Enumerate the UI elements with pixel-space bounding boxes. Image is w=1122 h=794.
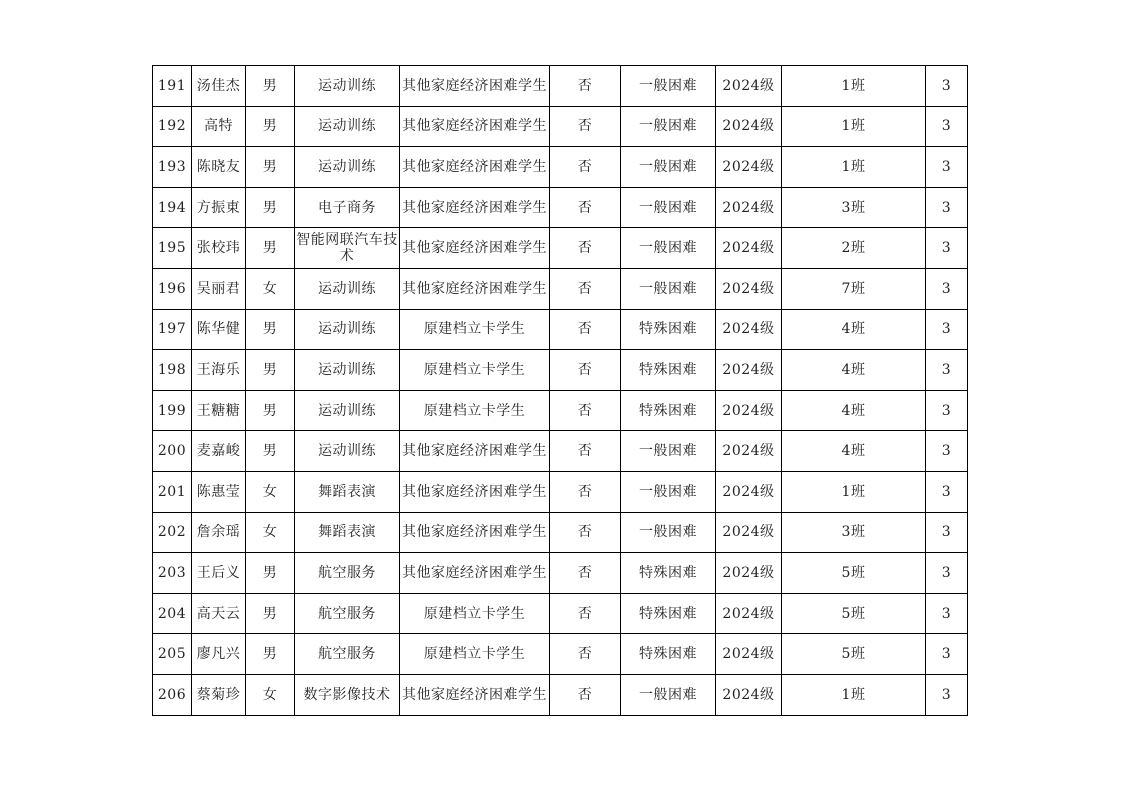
years-cell: 3 (926, 512, 968, 553)
flag-cell: 否 (550, 674, 621, 715)
difficulty-level-cell: 一般困难 (621, 268, 716, 309)
row-number-cell: 199 (153, 390, 192, 431)
years-cell: 3 (926, 674, 968, 715)
class-cell: 5班 (782, 553, 926, 594)
class-cell: 1班 (782, 147, 926, 188)
difficulty-level-cell: 一般困难 (621, 512, 716, 553)
table-row (153, 390, 968, 431)
years-cell: 3 (926, 431, 968, 472)
grade-cell: 2024级 (716, 66, 782, 107)
gender-cell: 男 (246, 593, 295, 634)
class-cell: 7班 (782, 268, 926, 309)
gender-cell: 男 (246, 350, 295, 391)
major-cell: 运动训练 (295, 106, 400, 147)
table-row (153, 228, 968, 269)
class-cell: 1班 (782, 471, 926, 512)
table-row (153, 350, 968, 391)
table-row (153, 268, 968, 309)
flag-cell: 否 (550, 553, 621, 594)
flag-cell: 否 (550, 390, 621, 431)
years-cell: 3 (926, 268, 968, 309)
grade-cell: 2024级 (716, 147, 782, 188)
student-name-cell: 陈晓友 (192, 147, 246, 188)
student-type-cell: 其他家庭经济困难学生 (400, 66, 550, 107)
student-type-cell: 其他家庭经济困难学生 (400, 431, 550, 472)
class-cell: 1班 (782, 66, 926, 107)
class-cell: 5班 (782, 593, 926, 634)
years-cell: 3 (926, 350, 968, 391)
student-type-cell: 其他家庭经济困难学生 (400, 187, 550, 228)
student-name-cell: 麦嘉峻 (192, 431, 246, 472)
difficulty-level-cell: 特殊困难 (621, 553, 716, 594)
student-aid-table (152, 65, 968, 716)
years-cell: 3 (926, 553, 968, 594)
table-row (153, 106, 968, 147)
flag-cell: 否 (550, 634, 621, 675)
grade-cell: 2024级 (716, 187, 782, 228)
class-cell: 2班 (782, 228, 926, 269)
gender-cell: 女 (246, 471, 295, 512)
table-row (153, 512, 968, 553)
grade-cell: 2024级 (716, 553, 782, 594)
row-number-cell: 192 (153, 106, 192, 147)
difficulty-level-cell: 特殊困难 (621, 309, 716, 350)
table-row (153, 674, 968, 715)
table-row (153, 147, 968, 188)
gender-cell: 男 (246, 187, 295, 228)
row-number-cell: 196 (153, 268, 192, 309)
gender-cell: 男 (246, 634, 295, 675)
major-cell: 舞蹈表演 (295, 512, 400, 553)
class-cell: 3班 (782, 512, 926, 553)
student-name-cell: 张校玮 (192, 228, 246, 269)
row-number-cell: 202 (153, 512, 192, 553)
row-number-cell: 194 (153, 187, 192, 228)
grade-cell: 2024级 (716, 634, 782, 675)
major-cell: 舞蹈表演 (295, 471, 400, 512)
grade-cell: 2024级 (716, 228, 782, 269)
table-body (153, 66, 968, 716)
row-number-cell: 191 (153, 66, 192, 107)
table-row (153, 471, 968, 512)
flag-cell: 否 (550, 187, 621, 228)
grade-cell: 2024级 (716, 593, 782, 634)
student-type-cell: 其他家庭经济困难学生 (400, 147, 550, 188)
years-cell: 3 (926, 147, 968, 188)
student-name-cell: 方振東 (192, 187, 246, 228)
class-cell: 5班 (782, 634, 926, 675)
flag-cell: 否 (550, 147, 621, 188)
major-cell: 航空服务 (295, 634, 400, 675)
grade-cell: 2024级 (716, 674, 782, 715)
table-row (153, 66, 968, 107)
years-cell: 3 (926, 471, 968, 512)
difficulty-level-cell: 特殊困难 (621, 634, 716, 675)
grade-cell: 2024级 (716, 471, 782, 512)
student-type-cell: 其他家庭经济困难学生 (400, 674, 550, 715)
gender-cell: 男 (246, 106, 295, 147)
difficulty-level-cell: 一般困难 (621, 66, 716, 107)
years-cell: 3 (926, 228, 968, 269)
difficulty-level-cell: 一般困难 (621, 147, 716, 188)
gender-cell: 女 (246, 268, 295, 309)
class-cell: 3班 (782, 187, 926, 228)
student-name-cell: 汤佳杰 (192, 66, 246, 107)
row-number-cell: 200 (153, 431, 192, 472)
difficulty-level-cell: 一般困难 (621, 106, 716, 147)
table-row (153, 593, 968, 634)
major-cell: 航空服务 (295, 553, 400, 594)
major-cell: 电子商务 (295, 187, 400, 228)
student-name-cell: 陈华健 (192, 309, 246, 350)
major-cell: 运动训练 (295, 390, 400, 431)
difficulty-level-cell: 一般困难 (621, 674, 716, 715)
major-cell: 运动训练 (295, 147, 400, 188)
student-type-cell: 其他家庭经济困难学生 (400, 471, 550, 512)
class-cell: 4班 (782, 309, 926, 350)
flag-cell: 否 (550, 309, 621, 350)
flag-cell: 否 (550, 66, 621, 107)
row-number-cell: 203 (153, 553, 192, 594)
student-name-cell: 王糖糖 (192, 390, 246, 431)
difficulty-level-cell: 特殊困难 (621, 593, 716, 634)
table-row (153, 634, 968, 675)
difficulty-level-cell: 一般困难 (621, 228, 716, 269)
row-number-cell: 205 (153, 634, 192, 675)
student-name-cell: 蔡菊珍 (192, 674, 246, 715)
student-name-cell: 陈惠莹 (192, 471, 246, 512)
student-type-cell: 其他家庭经济困难学生 (400, 512, 550, 553)
difficulty-level-cell: 特殊困难 (621, 390, 716, 431)
class-cell: 1班 (782, 674, 926, 715)
gender-cell: 男 (246, 147, 295, 188)
grade-cell: 2024级 (716, 350, 782, 391)
grade-cell: 2024级 (716, 431, 782, 472)
class-cell: 4班 (782, 431, 926, 472)
row-number-cell: 204 (153, 593, 192, 634)
major-cell: 运动训练 (295, 431, 400, 472)
row-number-cell: 195 (153, 228, 192, 269)
class-cell: 1班 (782, 106, 926, 147)
gender-cell: 男 (246, 553, 295, 594)
row-number-cell: 206 (153, 674, 192, 715)
years-cell: 3 (926, 106, 968, 147)
gender-cell: 男 (246, 228, 295, 269)
table-row (153, 187, 968, 228)
years-cell: 3 (926, 593, 968, 634)
gender-cell: 男 (246, 66, 295, 107)
years-cell: 3 (926, 66, 968, 107)
flag-cell: 否 (550, 593, 621, 634)
student-name-cell: 廖凡兴 (192, 634, 246, 675)
student-type-cell: 其他家庭经济困难学生 (400, 228, 550, 269)
student-type-cell: 原建档立卡学生 (400, 634, 550, 675)
grade-cell: 2024级 (716, 268, 782, 309)
major-cell: 运动训练 (295, 268, 400, 309)
student-type-cell: 原建档立卡学生 (400, 350, 550, 391)
years-cell: 3 (926, 390, 968, 431)
major-cell: 数字影像技术 (295, 674, 400, 715)
flag-cell: 否 (550, 228, 621, 269)
grade-cell: 2024级 (716, 512, 782, 553)
flag-cell: 否 (550, 471, 621, 512)
flag-cell: 否 (550, 350, 621, 391)
grade-cell: 2024级 (716, 390, 782, 431)
student-type-cell: 原建档立卡学生 (400, 309, 550, 350)
gender-cell: 男 (246, 431, 295, 472)
student-type-cell: 其他家庭经济困难学生 (400, 106, 550, 147)
years-cell: 3 (926, 634, 968, 675)
gender-cell: 女 (246, 512, 295, 553)
difficulty-level-cell: 一般困难 (621, 471, 716, 512)
years-cell: 3 (926, 187, 968, 228)
flag-cell: 否 (550, 268, 621, 309)
flag-cell: 否 (550, 431, 621, 472)
student-type-cell: 原建档立卡学生 (400, 390, 550, 431)
flag-cell: 否 (550, 512, 621, 553)
gender-cell: 男 (246, 309, 295, 350)
student-name-cell: 詹余瑶 (192, 512, 246, 553)
major-cell: 航空服务 (295, 593, 400, 634)
table-row (153, 553, 968, 594)
table-row (153, 431, 968, 472)
student-name-cell: 王海乐 (192, 350, 246, 391)
class-cell: 4班 (782, 350, 926, 391)
years-cell: 3 (926, 309, 968, 350)
grade-cell: 2024级 (716, 309, 782, 350)
gender-cell: 女 (246, 674, 295, 715)
student-name-cell: 高特 (192, 106, 246, 147)
class-cell: 4班 (782, 390, 926, 431)
row-number-cell: 197 (153, 309, 192, 350)
major-cell: 运动训练 (295, 309, 400, 350)
student-type-cell: 其他家庭经济困难学生 (400, 268, 550, 309)
row-number-cell: 198 (153, 350, 192, 391)
major-cell: 运动训练 (295, 350, 400, 391)
major-cell: 智能网联汽车技术 (295, 228, 400, 269)
student-name-cell: 吴丽君 (192, 268, 246, 309)
difficulty-level-cell: 一般困难 (621, 431, 716, 472)
flag-cell: 否 (550, 106, 621, 147)
student-name-cell: 高天云 (192, 593, 246, 634)
grade-cell: 2024级 (716, 106, 782, 147)
major-cell: 运动训练 (295, 66, 400, 107)
row-number-cell: 193 (153, 147, 192, 188)
difficulty-level-cell: 一般困难 (621, 187, 716, 228)
difficulty-level-cell: 特殊困难 (621, 350, 716, 391)
row-number-cell: 201 (153, 471, 192, 512)
student-type-cell: 原建档立卡学生 (400, 593, 550, 634)
student-type-cell: 其他家庭经济困难学生 (400, 553, 550, 594)
table-row (153, 309, 968, 350)
gender-cell: 男 (246, 390, 295, 431)
student-name-cell: 王后义 (192, 553, 246, 594)
